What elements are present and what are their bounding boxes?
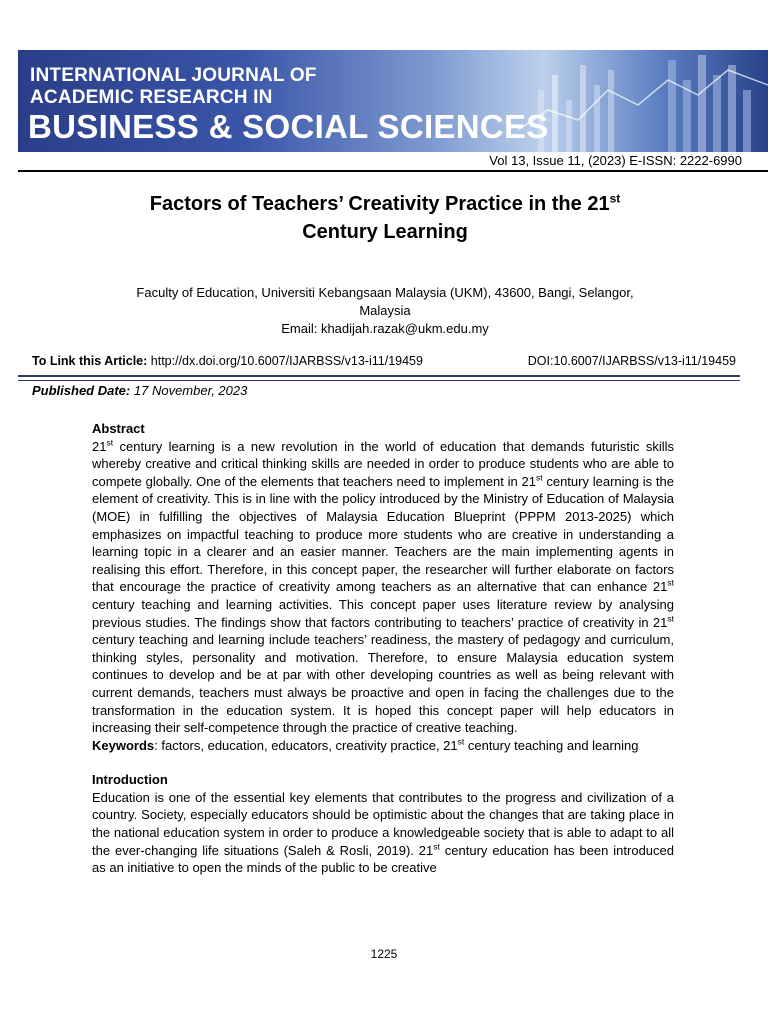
introduction-text: century education has been introduced as an initiative to open the minds of the public to be creative [92, 842, 674, 876]
abstract-paragraph [92, 438, 674, 737]
header-rule [18, 170, 768, 172]
banner-title-line1: INTERNATIONAL JOURNAL OF [30, 65, 317, 86]
keywords-text: : factors, education, educators, creativity practice, 21 [154, 737, 458, 753]
doi-text: DOI:10.6007/IJARBSS/v13-i11/19459 [527, 354, 736, 368]
article-url-link[interactable]: http://dx.doi.org/10.6007/IJARBSS/v13-i11/19459 [150, 354, 423, 368]
superscript: st [667, 578, 674, 589]
superscript: st [457, 736, 465, 747]
title-text-1: Factors of Teachers’ Creativity Practice in the 21 [149, 193, 610, 215]
abstract-text: century learning is a new revolution in the world of education that demands futuristic skills whereby creative and critical thinking skills are needed in order to produce students who are able to compete globally. One of the elements that teachers need to implement in 21 [92, 438, 674, 489]
affiliation-line2: Malaysia [359, 303, 411, 318]
volume-issue-line: Vol 13, Issue 11, (2023) E-ISSN: 2222-6990 [489, 153, 742, 168]
introduction-text: Education is one of the essential key elements that contributes to the progress and civilization of a country. Society, especially educators should be optimistic about the changes that are taking place in the national education system in order to produce a knowledgeable society that is able to adapt to all the ever-changing life situations (Saleh & Rosli, 2019). 21 [92, 789, 674, 858]
affiliation-line1: Faculty of Education, Universiti Kebangsaan Malaysia (UKM), 43600, Bangi, Selangor, [136, 285, 634, 300]
stock-chart-graphic-icon [518, 50, 768, 152]
keywords-text: century teaching and learning [464, 737, 639, 753]
abstract-text: century learning is the element of creativity. This is in line with the policy introduced by the Ministry of Education of Malaysia (MOE) in fulfilling the objectives of Malaysia Education Blueprint (PPPM 2013-2025) which emphasizes on impactful teaching to produce more students who are creative in understanding a learning topic in a clearer and an easier manner. Teachers are the main implementing agents in realising this effort. Therefore, in this concept paper, the researcher will further elaborate on factors that encourage the practice of creativity among teachers as an alternative that can enhance 21 [92, 473, 674, 595]
superscript: st [433, 841, 440, 852]
paper-body [92, 420, 674, 877]
title-superscript: st [609, 191, 621, 206]
double-rule [18, 375, 740, 381]
abstract-heading: Abstract [92, 421, 145, 436]
title-text-2: Century Learning [302, 221, 468, 243]
article-link-line [32, 354, 740, 368]
introduction-paragraph [92, 789, 674, 877]
paper-title [40, 190, 730, 246]
banner-title-line3: BUSINESS & SOCIAL SCIENCES [28, 108, 549, 145]
article-link-label: To Link this Article: [32, 354, 148, 368]
published-label: Published Date: [32, 383, 131, 398]
abstract-text: century teaching and learning include teachers’ readiness, the mastery of pedagogy and curriculum, thinking styles, personality and motivation. Therefore, to ensure Malaysia education system continues to develop and be at par with other developing countries as well as being relevant with current demands, teachers must always be proactive and open in facing the challenges due to the transformation in the education system. It is hoped this concept paper will help educators in increasing their self-competence through the practice of creative teaching. [92, 632, 674, 736]
keywords-label: Keywords [92, 737, 155, 753]
abstract-text: 21 [92, 438, 107, 454]
author-email: Email: khadijah.razak@ukm.edu.my [281, 321, 489, 336]
journal-banner [18, 50, 768, 152]
published-date: 17 November, 2023 [133, 383, 248, 398]
superscript: st [535, 472, 543, 483]
page-number: 1225 [370, 947, 398, 961]
banner-title-line2: ACADEMIC RESEARCH IN [30, 87, 273, 108]
section-gap [92, 754, 674, 771]
affiliation-block [90, 284, 680, 338]
published-date-line [32, 383, 247, 398]
abstract-text: century teaching and learning activities. This concept paper uses literature review by analysing previous studies. The findings show that factors contributing to teachers’ practice of creativity in 21 [92, 596, 674, 630]
introduction-heading: Introduction [92, 772, 168, 788]
superscript: st [106, 437, 114, 448]
keywords-paragraph [92, 737, 674, 755]
superscript: st [667, 613, 674, 624]
